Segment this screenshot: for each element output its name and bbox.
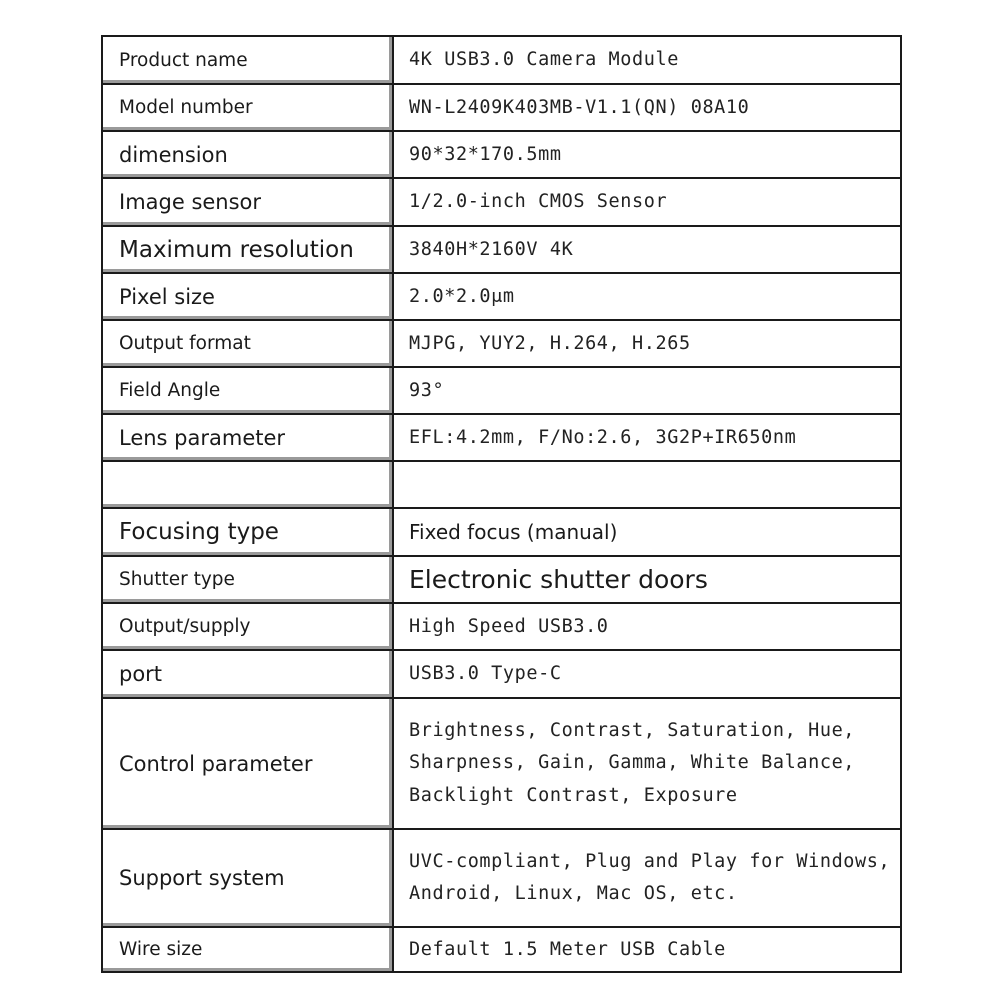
row-value: 93°	[393, 367, 901, 414]
row-value: High Speed USB3.0	[393, 603, 901, 650]
row-value: USB3.0 Type-C	[393, 650, 901, 698]
table-row	[102, 273, 901, 320]
row-label: Focusing type	[102, 508, 393, 556]
table-row	[102, 461, 901, 508]
table-row	[102, 320, 901, 367]
row-value: Fixed focus (manual)	[393, 508, 901, 556]
table-row	[102, 84, 901, 131]
row-label: Lens parameter	[102, 414, 393, 461]
row-value: 90*32*170.5mm	[393, 131, 901, 178]
table-row	[102, 367, 901, 414]
row-label: Support system	[102, 829, 393, 927]
row-label: Output/supply	[102, 603, 393, 650]
row-value: UVC-compliant, Plug and Play for Windows, Android, Linux, Mac OS, etc.	[393, 829, 901, 927]
row-value: Default 1.5 Meter USB Cable	[393, 927, 901, 972]
table-row	[102, 226, 901, 273]
row-label: Output format	[102, 320, 393, 367]
row-value: EFL:4.2mm, F/No:2.6, 3G2P+IR650nm	[393, 414, 901, 461]
row-value: 1/2.0-inch CMOS Sensor	[393, 178, 901, 226]
row-label: Image sensor	[102, 178, 393, 226]
row-value: WN-L2409K403MB-V1.1(QN) 08A10	[393, 84, 901, 131]
spec-table	[101, 35, 902, 973]
row-label: Maximum resolution	[102, 226, 393, 273]
table-row	[102, 36, 901, 84]
row-label: port	[102, 650, 393, 698]
row-label: Shutter type	[102, 556, 393, 603]
row-value: Electronic shutter doors	[393, 556, 901, 603]
table-row	[102, 178, 901, 226]
row-label: dimension	[102, 131, 393, 178]
row-label: Pixel size	[102, 273, 393, 320]
row-value: 4K USB3.0 Camera Module	[393, 36, 901, 84]
table-row	[102, 131, 901, 178]
row-value: 3840H*2160V 4K	[393, 226, 901, 273]
table-row	[102, 508, 901, 556]
row-value: Brightness, Contrast, Saturation, Hue, Sharpness, Gain, Gamma, White Balance, Backlight Contrast, Exposure	[393, 698, 901, 829]
row-label: Field Angle	[102, 367, 393, 414]
row-label	[102, 461, 393, 508]
row-label: Product name	[102, 36, 393, 84]
row-value: 2.0*2.0μm	[393, 273, 901, 320]
row-label: Model number	[102, 84, 393, 131]
row-label: Control parameter	[102, 698, 393, 829]
table-row	[102, 927, 901, 972]
row-value	[393, 461, 901, 508]
table-row	[102, 650, 901, 698]
row-value: MJPG, YUY2, H.264, H.265	[393, 320, 901, 367]
table-row	[102, 698, 901, 829]
table-row	[102, 414, 901, 461]
table-row	[102, 603, 901, 650]
table-row	[102, 829, 901, 927]
row-label: Wire size	[102, 927, 393, 972]
table-row	[102, 556, 901, 603]
